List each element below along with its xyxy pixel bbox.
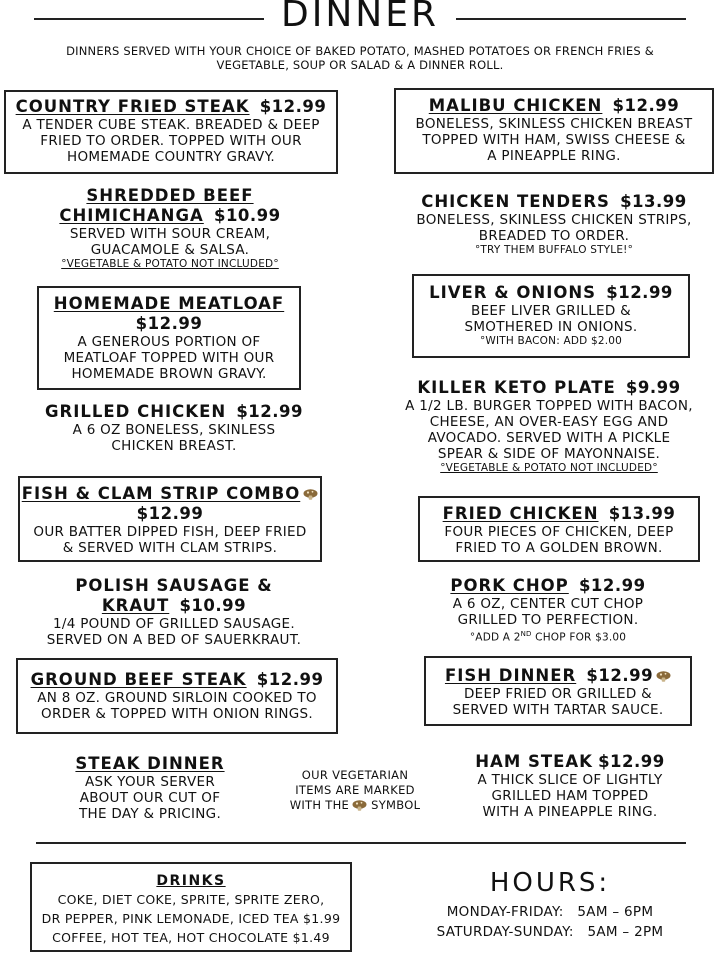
item-desc: A TENDER CUBE STEAK. BREADED & DEEP <box>22 117 320 133</box>
menu-item-chimichanga <box>20 186 320 271</box>
item-desc: BONELESS, SKINLESS CHICKEN STRIPS, <box>416 212 692 228</box>
item-desc: ABOUT OUR CUT OF <box>79 790 221 806</box>
hours-line: MONDAY-FRIDAY: 5AM – 6PM <box>446 904 654 920</box>
veg-note-text: WITH THE <box>289 798 350 812</box>
item-desc: GRILLED TO PERFECTION. <box>457 612 639 628</box>
item-name: COUNTRY FRIED STEAK <box>15 97 250 116</box>
item-name: HAM STEAK <box>475 752 593 771</box>
item-name: FISH & CLAM STRIP COMBO <box>21 484 301 503</box>
item-name: POLISH SAUSAGE & <box>75 576 273 595</box>
item-name: KRAUT <box>101 596 170 615</box>
veg-note-line: OUR VEGETARIAN <box>301 768 409 782</box>
item-desc: SMOTHERED IN ONIONS. <box>464 319 638 335</box>
item-desc: SPEAR & SIDE OF MAYONNAISE. <box>437 446 661 462</box>
item-name: FISH DINNER <box>444 666 577 685</box>
item-desc: GUACAMOLE & SALSA. <box>90 242 250 258</box>
item-price: $12.99 <box>612 96 680 115</box>
item-price: $12.99 <box>236 402 303 421</box>
item-name: FRIED CHICKEN <box>442 504 599 523</box>
mushroom-icon <box>656 671 671 682</box>
item-price: $13.99 <box>620 192 687 211</box>
item-desc: AVOCADO. SERVED WITH A PICKLE <box>427 430 671 446</box>
menu-item-meatloaf <box>37 286 301 390</box>
intro-line: VEGETABLE, SOUP OR SALAD & A DINNER ROLL. <box>216 58 504 72</box>
item-desc: A PINEAPPLE RING. <box>487 148 621 164</box>
item-desc: CHICKEN BREAST. <box>111 438 237 454</box>
drinks-line: DR PEPPER, PINK LEMONADE, ICED TEA $1.99 <box>41 911 341 926</box>
item-desc: ASK YOUR SERVER <box>84 774 216 790</box>
item-name: CHIMICHANGA <box>59 206 204 225</box>
mushroom-icon <box>352 800 367 811</box>
item-desc: CHEESE, AN OVER-EASY EGG AND <box>429 414 669 430</box>
item-price: $12.99 <box>136 504 204 523</box>
item-desc: 1/4 POUND OF GRILLED SAUSAGE. <box>53 616 295 632</box>
item-desc: ORDER & TOPPED WITH ONION RINGS. <box>41 706 313 722</box>
menu-item-grilled-chicken <box>24 402 324 454</box>
menu-item-fish-clam-combo <box>18 476 322 562</box>
item-price: $12.99 <box>586 666 654 685</box>
item-name: KILLER KETO PLATE <box>417 378 616 397</box>
menu-item-fried-chicken <box>418 496 700 562</box>
drinks-box <box>30 862 352 952</box>
item-name: MALIBU CHICKEN <box>428 96 603 115</box>
menu-item-polish-sausage <box>24 576 324 648</box>
drinks-title: DRINKS <box>156 873 226 889</box>
item-price: $12.99 <box>598 752 665 771</box>
item-desc: SERVED WITH SOUR CREAM, <box>69 226 271 242</box>
item-name: SHREDDED BEEF <box>86 186 254 205</box>
menu-item-malibu-chicken <box>394 88 714 174</box>
menu-item-ground-beef-steak <box>16 658 338 734</box>
item-desc: TOPPED WITH HAM, SWISS CHEESE & <box>422 132 686 148</box>
menu-item-chicken-tenders <box>394 192 714 257</box>
veg-note-text: SYMBOL <box>371 798 421 812</box>
menu-item-pork-chop <box>398 576 698 645</box>
item-name: HOMEMADE MEATLOAF <box>53 294 285 313</box>
item-desc: A 1/2 LB. BURGER TOPPED WITH BACON, <box>405 398 693 414</box>
item-price: $13.99 <box>608 504 676 523</box>
menu-item-ham-steak <box>450 752 690 820</box>
title-rule-right <box>456 18 686 20</box>
item-desc: & SERVED WITH CLAM STRIPS. <box>62 540 278 556</box>
item-desc: A GENEROUS PORTION OF <box>77 334 261 350</box>
item-desc: SERVED WITH TARTAR SAUCE. <box>452 702 664 718</box>
item-price: $10.99 <box>213 206 281 225</box>
item-note: °TRY THEM BUFFALO STYLE!° <box>474 244 634 256</box>
item-name: GROUND BEEF STEAK <box>30 670 247 689</box>
note-text: CHOP FOR $3.00 <box>531 631 627 644</box>
title-rule-left <box>34 18 264 20</box>
item-desc: THE DAY & PRICING. <box>78 806 222 822</box>
hours-section <box>400 868 700 942</box>
item-price: $12.99 <box>606 283 673 302</box>
note-text: °ADD A 2 <box>469 631 521 644</box>
menu-item-keto-plate <box>384 378 714 475</box>
item-price: $12.99 <box>259 97 327 116</box>
item-desc: BREADED TO ORDER. <box>478 228 630 244</box>
item-desc: FOUR PIECES OF CHICKEN, DEEP <box>444 524 674 540</box>
item-price: $12.99 <box>135 314 203 333</box>
item-desc: A 6 OZ, CENTER CUT CHOP <box>452 596 644 612</box>
menu-item-country-fried-steak <box>4 90 338 174</box>
item-desc: OUR BATTER DIPPED FISH, DEEP FRIED <box>33 524 307 540</box>
hours-title: HOURS: <box>489 868 611 898</box>
item-desc: FRIED TO A GOLDEN BROWN. <box>455 540 663 556</box>
note-superscript: ND <box>520 630 532 638</box>
item-desc: BEEF LIVER GRILLED & <box>471 303 631 319</box>
item-desc: MEATLOAF TOPPED WITH OUR <box>63 350 275 366</box>
menu-item-fish-dinner <box>424 656 692 726</box>
item-desc: A THICK SLICE OF LIGHTLY <box>477 772 663 788</box>
hours-line: SATURDAY-SUNDAY: 5AM – 2PM <box>436 924 664 940</box>
item-desc: DEEP FRIED OR GRILLED & <box>463 686 653 702</box>
mushroom-icon <box>303 489 318 500</box>
item-desc: GRILLED HAM TOPPED <box>491 788 649 804</box>
item-price: $12.99 <box>256 670 324 689</box>
veg-note-line: ITEMS ARE MARKED <box>295 783 415 797</box>
item-desc: HOMEMADE COUNTRY GRAVY. <box>67 149 275 165</box>
section-divider <box>36 842 686 844</box>
page-title: DINNER <box>281 0 439 35</box>
item-note <box>398 628 698 645</box>
item-desc: AN 8 OZ. GROUND SIRLOIN COOKED TO <box>37 690 317 706</box>
drinks-line: COKE, DIET COKE, SPRITE, SPRITE ZERO, <box>57 892 325 907</box>
intro-text <box>0 44 720 72</box>
menu-item-steak-dinner <box>40 754 260 822</box>
item-desc: FRIED TO ORDER. TOPPED WITH OUR <box>40 133 302 149</box>
item-price: $9.99 <box>625 378 681 397</box>
item-note: °VEGETABLE & POTATO NOT INCLUDED° <box>440 462 658 474</box>
item-name: GRILLED CHICKEN <box>44 402 227 421</box>
item-price: $12.99 <box>578 576 646 595</box>
intro-line: DINNERS SERVED WITH YOUR CHOICE OF BAKED POTATO, MASHED POTATOES OR FRENCH FRIES & <box>66 44 654 58</box>
menu-item-liver-onions <box>412 274 690 358</box>
item-note: °VEGETABLE & POTATO NOT INCLUDED° <box>61 258 279 270</box>
item-desc: HOMEMADE BROWN GRAVY. <box>71 366 267 382</box>
item-price: $10.99 <box>179 596 247 615</box>
item-note: °WITH BACON: ADD $2.00 <box>479 335 623 347</box>
item-desc: A 6 OZ BONELESS, SKINLESS <box>72 422 276 438</box>
item-desc: SERVED ON A BED OF SAUERKRAUT. <box>46 632 302 648</box>
item-name: CHICKEN TENDERS <box>421 192 610 211</box>
item-name: STEAK DINNER <box>75 754 225 773</box>
item-desc: BONELESS, SKINLESS CHICKEN BREAST <box>415 116 693 132</box>
item-name: PORK CHOP <box>450 576 569 595</box>
item-desc: WITH A PINEAPPLE RING. <box>482 804 658 820</box>
item-name: LIVER & ONIONS <box>429 283 597 302</box>
drinks-line: COFFEE, HOT TEA, HOT CHOCOLATE $1.49 <box>52 930 330 945</box>
vegetarian-note <box>270 768 440 813</box>
